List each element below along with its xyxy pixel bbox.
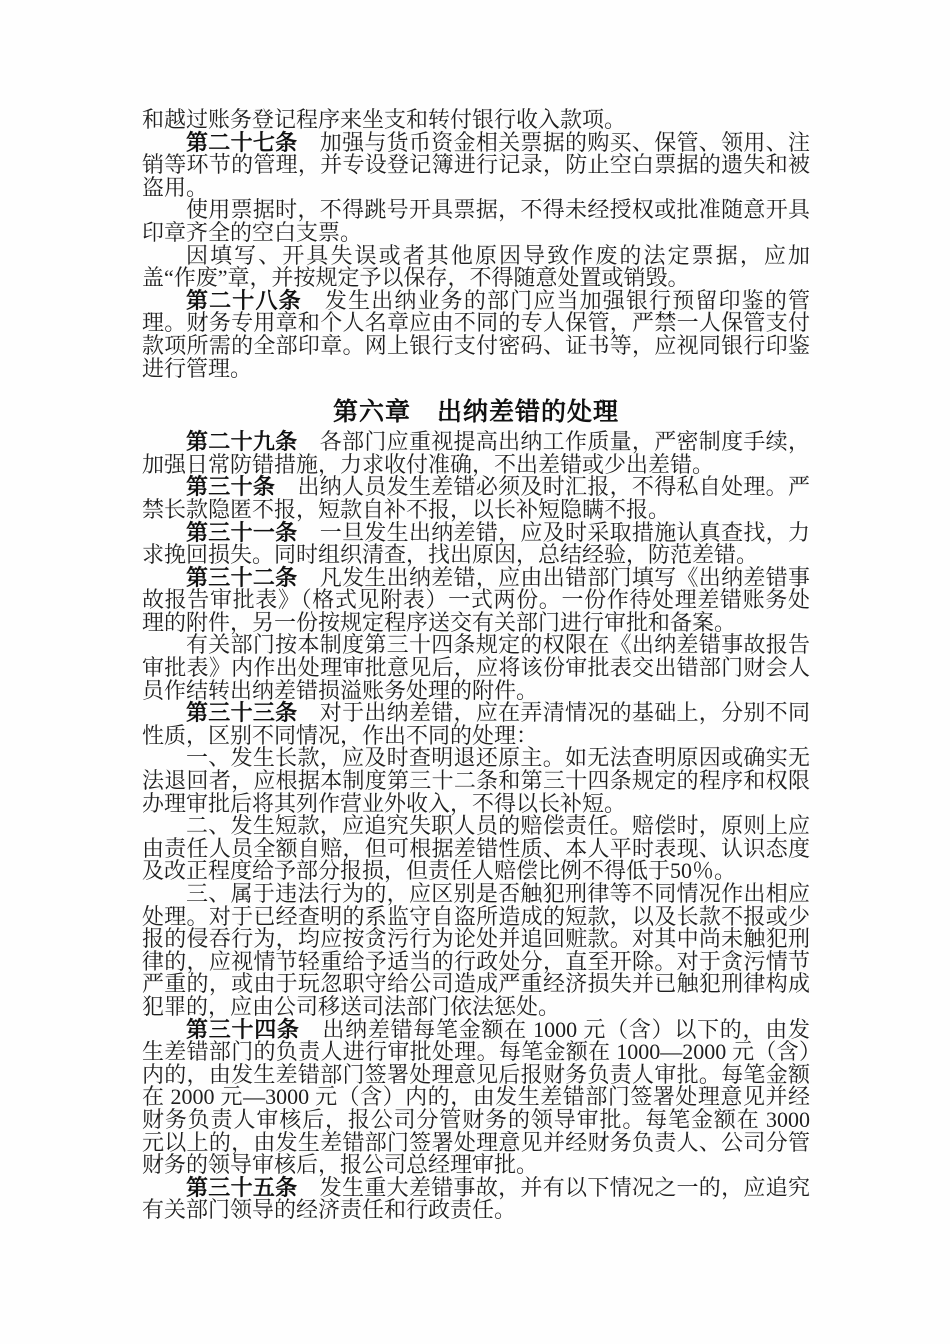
text-run: 发生重大差错事故，并有以下情况之一的，应追究有关部门领导的经济责任和行政责任。 bbox=[142, 1174, 810, 1223]
paragraph bbox=[142, 564, 810, 635]
paragraph bbox=[142, 129, 810, 200]
article-number: 第二十八条 bbox=[186, 287, 302, 313]
text-run: 和越过账务登记程序来坐支和转付银行收入款项。 bbox=[142, 107, 627, 132]
paragraph bbox=[142, 883, 810, 1019]
text-run: 一旦发生出纳差错，应及时采取措施认真查找，力求挽回损失。同时组织清查，找出原因，总结经验，防范差错。 bbox=[142, 519, 810, 568]
article-number: 第三十条 bbox=[186, 474, 276, 500]
article-number: 第三十一条 bbox=[186, 519, 298, 545]
paragraph bbox=[142, 431, 810, 476]
paragraph bbox=[142, 702, 810, 747]
article-number: 第二十七条 bbox=[186, 129, 298, 155]
text-run: 二、发生短款，应追究失职人员的赔偿责任。赔偿时，原则上应由责任人员全额自赔，但可根据差错性质、本人平时表现、认识态度及改正程度给予部分报损，但责任人赔偿比例不得低于50％。 bbox=[142, 813, 810, 884]
article-number: 第三十三条 bbox=[186, 700, 298, 726]
text-run: 对于出纳差错，应在弄清情况的基础上，分别不同性质，区别不同情况，作出不同的处理： bbox=[142, 700, 810, 748]
article-number: 第二十九条 bbox=[186, 429, 298, 455]
article-number: 第三十二条 bbox=[186, 564, 298, 590]
text-run: 凡发生出纳差错，应由出错部门填写《出纳差错事故报告审批表》（格式见附表）一式两份。一份作待处理差错账务处理的附件，另一份按规定程序送交有关部门进行审批和备案。 bbox=[142, 564, 810, 635]
paragraph bbox=[142, 109, 810, 132]
text-run: 出纳差错每笔金额在 1000 元（含）以下的，由发生差错部门的负责人进行审批处理。每笔金额在 1000—2000 元（含）内的，由发生差错部门签署处理意见后报财务负责人审批。每笔金额在 2000 元—3000 元（含）内的，由发生差错部门签署处理意见并经财务负责人审核后，报公司分管财务的领导审批。每笔金额在 3000 元以上的，由发生差错部门签署处理意见并经财务负责人、公司分管财务的领导审核后，报公司总经理审批。 bbox=[142, 1016, 810, 1178]
text-run: 因填写、开具失误或者其他原因导致作废的法定票据，应加盖“作废”章，并按规定予以保存，不得随意处置或销毁。 bbox=[142, 242, 810, 291]
paragraph bbox=[142, 815, 810, 883]
chapter-heading-text: 第六章 出纳差错的处理 bbox=[332, 398, 619, 427]
text-run: 一、发生长款，应及时查明退还原主。如无法查明原因或确实无法退回者，应根据本制度第三十二条和第三十四条规定的程序和权限办理审批后将其列作营业外收入，不得以长补短。 bbox=[142, 745, 810, 816]
paragraph bbox=[142, 1016, 810, 1178]
text-run: 各部门应重视提高出纳工作质量，严密制度手续，加强日常防错措施，力求收付准确，不出差错或少出差错。 bbox=[142, 429, 810, 477]
text-run: 三、属于违法行为的，应区别是否触犯刑律等不同情况作出相应处理。对于已经查明的系监守自盗所造成的短款，以及长款不报或少报的侵吞行为，均应按贪污行为论处并追回赃款。对其中尚未触犯刑律的，应视情节轻重给予适当的行政处分，直至开除。对于贪污情节严重的，或由于玩忽职守给公司造成严重经济损失并已触犯刑律构成犯罪的，应由公司移送司法部门依法惩处。 bbox=[142, 881, 810, 1019]
text-run: 有关部门按本制度第三十四条规定的权限在《出纳差错事故报告审批表》内作出处理审批意见后，应将该份审批表交出错部门财会人员作结转出纳差错损溢账务处理的附件。 bbox=[142, 632, 810, 703]
text-run: 出纳人员发生差错必须及时汇报，不得私自处理。严禁长款隐匿不报，短款自补不报，以长补短隐瞒不报。 bbox=[142, 474, 810, 522]
paragraph bbox=[142, 199, 810, 244]
text-run: 加强与货币资金相关票据的购买、保管、领用、注销等环节的管理，并专设登记簿进行记录，防止空白票据的遗失和被盗用。 bbox=[142, 129, 810, 200]
paragraph bbox=[142, 1174, 810, 1223]
paragraph bbox=[142, 747, 810, 815]
text-run: 发生出纳业务的部门应当加强银行预留印鉴的管理。财务专用章和个人名章应由不同的专人保管，严禁一人保管支付款项所需的全部印章。网上银行支付密码、证书等，应视同银行印鉴进行管理。 bbox=[142, 287, 810, 381]
paragraph bbox=[142, 287, 810, 381]
article-number: 第三十五条 bbox=[186, 1174, 298, 1200]
text-run: 使用票据时，不得跳号开具票据，不得未经授权或批准随意开具印章齐全的空白支票。 bbox=[142, 197, 810, 245]
chapter-heading bbox=[142, 397, 810, 427]
document-content bbox=[142, 109, 810, 1222]
paragraph bbox=[142, 476, 810, 521]
paragraph bbox=[142, 242, 810, 291]
article-number: 第三十四条 bbox=[186, 1016, 300, 1042]
paragraph bbox=[142, 519, 810, 568]
paragraph bbox=[142, 634, 810, 702]
